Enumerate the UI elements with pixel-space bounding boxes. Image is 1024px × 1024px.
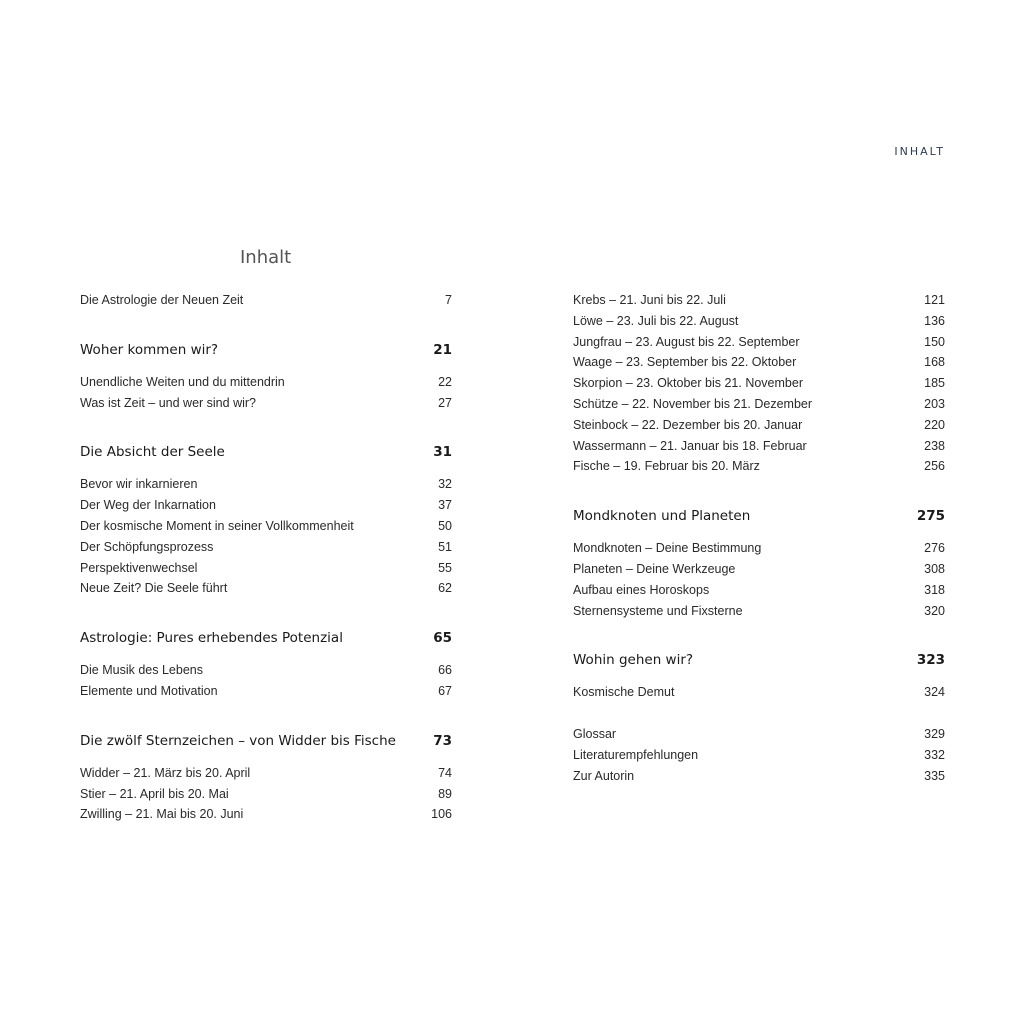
toc-page-number: 22 (438, 374, 452, 389)
section-spacer (80, 463, 452, 474)
toc-label: Krebs – 21. Juni bis 22. Juli (573, 293, 726, 307)
toc-entry-zwilling-21-mai-bis-20-juni[interactable] (80, 804, 452, 825)
toc-page-number: 318 (924, 582, 945, 597)
toc-entry-literaturempfehlungen[interactable] (573, 745, 945, 766)
section-spacer (573, 477, 945, 505)
toc-entry-skorpion-23-oktober-bis-21-november[interactable] (573, 373, 945, 394)
toc-entry-elemente-und-motivation[interactable] (80, 681, 452, 702)
toc-page-number: 73 (433, 732, 452, 749)
toc-heading-mondknoten-und-planeten[interactable] (573, 505, 945, 527)
toc-label: Jungfrau – 23. August bis 22. September (573, 334, 800, 349)
toc-entry-steinbock-22-dezember-bis-20-januar[interactable] (573, 415, 945, 436)
toc-label: Zwilling – 21. Mai bis 20. Juni (80, 807, 244, 822)
section-spacer (80, 413, 452, 441)
toc-page-number: 106 (431, 807, 452, 822)
toc-label: Die zwölf Sternzeichen – von Widder bis Fische (80, 732, 396, 749)
toc-heading-wohin-gehen-wir[interactable] (573, 649, 945, 671)
toc-right-column (573, 290, 945, 787)
toc-label: Literaturempfehlungen (573, 747, 699, 762)
toc-page-number: 55 (438, 560, 452, 575)
toc-page-number: 329 (924, 727, 945, 742)
toc-label: Der kosmische Moment in seiner Vollkommenheit (80, 518, 354, 533)
toc-page-number: 256 (924, 459, 945, 474)
toc-heading-astrologie-pures-erhebendes-potenzial[interactable] (80, 627, 452, 649)
toc-page-number: 275 (916, 508, 945, 525)
running-header: INHALT (894, 145, 945, 158)
toc-entry-stier-21-april-bis-20-mai[interactable] (80, 784, 452, 805)
toc-entry-unendliche-weiten-und-du-mittendrin[interactable] (80, 372, 452, 393)
toc-entry-die-astrologie-der-neuen-zeit[interactable] (80, 290, 452, 311)
section-spacer (80, 752, 452, 763)
toc-page-number: 62 (438, 581, 452, 596)
toc-page-number: 50 (438, 518, 452, 533)
toc-label: Mondknoten – Deine Bestimmung (573, 541, 762, 556)
toc-label: Stier – 21. April bis 20. Mai (80, 786, 229, 801)
toc-label: Kosmische Demut (573, 685, 675, 700)
toc-page-number: 74 (438, 765, 452, 780)
toc-page-number: 67 (438, 683, 452, 698)
toc-entry-der-kosmische-moment-in-seiner-vollkommenheit[interactable] (80, 516, 452, 537)
toc-entry-widder-21-maerz-bis-20-april[interactable] (80, 763, 452, 784)
toc-page-number: 65 (433, 630, 452, 647)
toc-entry-was-ist-zeit-und-wer-sind-wir[interactable] (80, 393, 452, 414)
section-spacer (80, 702, 452, 730)
toc-label: Widder – 21. März bis 20. April (80, 765, 251, 780)
toc-label: Fische – 19. Februar bis 20. März (573, 459, 760, 474)
toc-label: Zur Autorin (573, 768, 635, 783)
toc-page-number: 7 (445, 293, 452, 307)
toc-label: Skorpion – 23. Oktober bis 21. November (573, 376, 803, 391)
toc-entry-aufbau-eines-horoskops[interactable] (573, 580, 945, 601)
toc-label: Schütze – 22. November bis 21. Dezember (573, 396, 813, 411)
toc-entry-sternensysteme-und-fixsterne[interactable] (573, 601, 945, 622)
toc-page-number: 238 (924, 438, 945, 453)
toc-label: Was ist Zeit – und wer sind wir? (80, 395, 256, 410)
toc-label: Wassermann – 21. Januar bis 18. Februar (573, 438, 807, 453)
section-spacer (80, 361, 452, 372)
toc-label: Waage – 23. September bis 22. Oktober (573, 355, 797, 370)
toc-page-number: 323 (916, 652, 945, 669)
section-spacer (573, 671, 945, 682)
toc-entry-krebs-21-juni-bis-22-juli[interactable] (573, 290, 945, 311)
toc-entry-zur-autorin[interactable] (573, 766, 945, 787)
toc-label: Wohin gehen wir? (573, 652, 694, 669)
toc-label: Neue Zeit? Die Seele führt (80, 581, 228, 596)
toc-label: Elemente und Motivation (80, 683, 218, 698)
toc-entry-fische-19-februar-bis-20-maerz[interactable] (573, 456, 945, 477)
section-spacer (573, 527, 945, 538)
toc-label: Löwe – 23. Juli bis 22. August (573, 313, 739, 328)
toc-page-number: 150 (924, 334, 945, 349)
toc-entry-loewe-23-juli-bis-22-august[interactable] (573, 311, 945, 332)
toc-entry-wassermann-21-januar-bis-18-februar[interactable] (573, 436, 945, 457)
toc-page-number: 27 (438, 395, 452, 410)
toc-heading-woher-kommen-wir[interactable] (80, 339, 452, 361)
section-spacer (573, 703, 945, 724)
toc-label: Die Astrologie der Neuen Zeit (80, 293, 244, 307)
toc-label: Perspektivenwechsel (80, 560, 198, 575)
toc-entry-waage-23-september-bis-22-oktober[interactable] (573, 352, 945, 373)
toc-left-column (80, 290, 452, 825)
toc-entry-der-schoepfungsprozess[interactable] (80, 537, 452, 558)
toc-label: Der Weg der Inkarnation (80, 498, 216, 513)
toc-label: Die Absicht der Seele (80, 444, 225, 461)
toc-page-number: 51 (438, 539, 452, 554)
toc-entry-der-weg-der-inkarnation[interactable] (80, 495, 452, 516)
toc-page-number: 168 (924, 355, 945, 370)
toc-label: Astrologie: Pures erhebendes Potenzial (80, 630, 343, 647)
toc-label: Die Musik des Lebens (80, 663, 203, 678)
toc-label: Unendliche Weiten und du mittendrin (80, 374, 285, 389)
toc-page-number: 276 (924, 541, 945, 556)
toc-label: Glossar (573, 727, 617, 742)
toc-page-number: 308 (924, 561, 945, 576)
toc-page-number: 136 (924, 313, 945, 328)
section-spacer (80, 599, 452, 627)
toc-entry-schuetze-22-november-bis-21-dezember[interactable] (573, 394, 945, 415)
toc-page-number: 203 (924, 396, 945, 411)
toc-heading-die-absicht-der-seele[interactable] (80, 441, 452, 463)
toc-page-number: 185 (924, 376, 945, 391)
toc-entry-die-musik-des-lebens[interactable] (80, 660, 452, 681)
toc-label: Aufbau eines Horoskops (573, 582, 710, 597)
toc-page-number: 31 (433, 444, 452, 461)
toc-page-number: 21 (433, 341, 452, 358)
toc-entry-jungfrau-23-august-bis-22-september[interactable] (573, 332, 945, 353)
toc-label: Sternensysteme und Fixsterne (573, 603, 743, 618)
toc-entry-glossar[interactable] (573, 724, 945, 745)
toc-label: Woher kommen wir? (80, 341, 219, 358)
toc-entry-perspektivenwechsel[interactable] (80, 558, 452, 579)
section-spacer (80, 649, 452, 660)
toc-page-number: 32 (438, 477, 452, 492)
section-spacer (573, 621, 945, 649)
toc-heading-die-zwoelf-sternzeichen-von-widder-bis-fische[interactable] (80, 730, 452, 752)
toc-page-number: 335 (924, 768, 945, 783)
toc-label: Der Schöpfungsprozess (80, 539, 214, 554)
toc-label: Bevor wir inkarnieren (80, 477, 198, 492)
toc-page-number: 220 (924, 417, 945, 432)
toc-page-number: 324 (924, 685, 945, 700)
toc-page-number: 332 (924, 747, 945, 762)
toc-label: Steinbock – 22. Dezember bis 20. Januar (573, 417, 803, 432)
page-title: Inhalt (240, 247, 292, 268)
toc-entry-planeten-deine-werkzeuge[interactable] (573, 559, 945, 580)
toc-page-number: 121 (924, 293, 945, 307)
toc-label: Planeten – Deine Werkzeuge (573, 561, 736, 576)
toc-entry-bevor-wir-inkarnieren[interactable] (80, 474, 452, 495)
toc-page-number: 89 (438, 786, 452, 801)
toc-entry-neue-zeit-die-seele-fuehrt[interactable] (80, 578, 452, 599)
toc-page-number: 66 (438, 663, 452, 678)
toc-entry-kosmische-demut[interactable] (573, 682, 945, 703)
section-spacer (80, 311, 452, 339)
toc-page-number: 37 (438, 498, 452, 513)
toc-entry-mondknoten-deine-bestimmung[interactable] (573, 538, 945, 559)
toc-label: Mondknoten und Planeten (573, 508, 751, 525)
toc-page-number: 320 (924, 603, 945, 618)
